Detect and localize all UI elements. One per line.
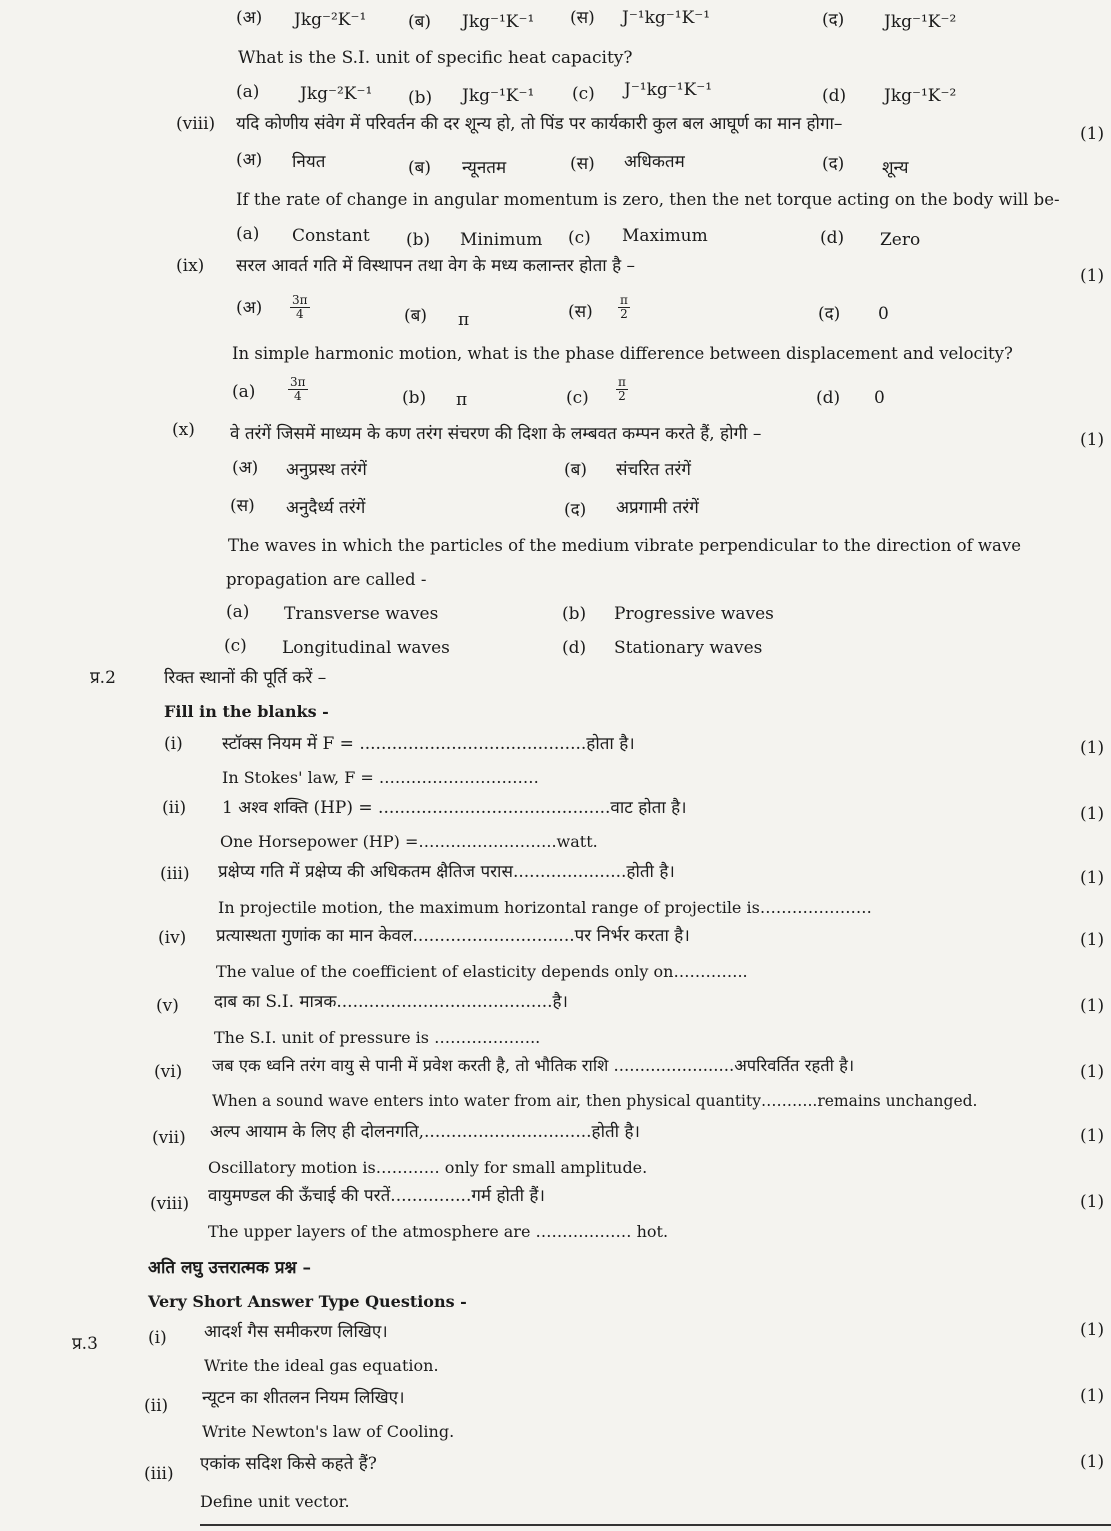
- item-number: (vi): [154, 1062, 183, 1082]
- option-text: Constant: [292, 226, 370, 246]
- option-unit: J⁻¹kg⁻¹K⁻¹: [624, 80, 713, 100]
- marks: (1): [1080, 430, 1105, 450]
- item-number: (i): [164, 734, 183, 754]
- option-text: अनुदैर्ध्य तरंगें: [286, 498, 366, 518]
- fraction-denominator: 2: [620, 307, 628, 322]
- option-text: न्यूनतम: [462, 158, 507, 178]
- item-text-en: One Horsepower (HP) =……………………..watt.: [220, 832, 598, 851]
- option-label: (द): [822, 10, 845, 30]
- item-number: (iii): [160, 864, 190, 884]
- item-text-en: The upper layers of the atmosphere are ……………… hot.: [208, 1222, 669, 1241]
- option-unit: Jkg⁻²K⁻¹: [300, 84, 373, 104]
- option-label: (ब): [408, 12, 431, 32]
- option-label: (d): [820, 228, 845, 248]
- option-label: (c): [572, 84, 595, 104]
- q3-section-en: Very Short Answer Type Questions -: [148, 1292, 467, 1311]
- option-text: π: [458, 310, 470, 330]
- option-text: Longitudinal waves: [282, 638, 450, 658]
- option-label: (स): [568, 302, 593, 322]
- option-label: (अ): [236, 8, 263, 28]
- option-label: (ब): [404, 306, 427, 326]
- marks: (1): [1080, 1192, 1105, 1212]
- option-unit: Jkg⁻¹K⁻¹: [462, 86, 535, 106]
- fraction: [616, 376, 628, 403]
- fraction-numerator: 3π: [290, 375, 306, 389]
- q2-heading-hi: रिक्त स्थानों की पूर्ति करें –: [164, 668, 327, 688]
- option-text: 0: [878, 304, 889, 324]
- item-text-hi: स्टॉक्स नियम में F = ..........................................होता है।: [222, 734, 635, 754]
- option-text: अप्रगामी तरंगें: [616, 498, 699, 518]
- question-number: (viii): [176, 114, 216, 134]
- option-unit: J⁻¹kg⁻¹K⁻¹: [622, 8, 711, 28]
- option-label: (b): [406, 230, 431, 250]
- item-text-en: In projectile motion, the maximum horizontal range of projectile is…………………: [218, 898, 872, 917]
- option-text: अनुप्रस्थ तरंगें: [286, 460, 367, 480]
- page-bottom-rule: [200, 1524, 1111, 1526]
- option-label: (c): [568, 228, 591, 248]
- item-number: (ii): [162, 798, 187, 818]
- option-label: (a): [226, 602, 250, 622]
- option-label: (द): [564, 500, 587, 520]
- item-number: (viii): [150, 1194, 190, 1214]
- marks: (1): [1080, 1062, 1105, 1082]
- option-label: (स): [570, 8, 595, 28]
- option-text: Minimum: [460, 230, 543, 250]
- fraction: [290, 294, 310, 321]
- option-label: (अ): [232, 458, 259, 478]
- option-label: (द): [822, 154, 845, 174]
- option-text: शून्य: [882, 158, 909, 178]
- item-text-hi: आदर्श गैस समीकरण लिखिए।: [204, 1322, 388, 1342]
- item-text-hi: न्यूटन का शीतलन नियम लिखिए।: [202, 1388, 405, 1408]
- fraction-denominator: 2: [618, 389, 626, 404]
- q1-ix-question-hi: सरल आवर्त गति में विस्थापन तथा वेग के मध्य कलान्तर होता है –: [236, 256, 636, 276]
- option-text: Stationary waves: [614, 638, 763, 658]
- fraction-numerator: 3π: [292, 293, 308, 307]
- option-label: (c): [224, 636, 247, 656]
- option-text: अधिकतम: [624, 152, 685, 172]
- option-label: (d): [816, 388, 841, 408]
- option-label: (द): [818, 304, 841, 324]
- option-label: (a): [236, 82, 260, 102]
- option-text: संचरित तरंगें: [616, 460, 691, 480]
- item-text-hi: 1 अश्व शक्ति (HP) = ...........................................वाट होता है।: [222, 798, 687, 818]
- item-number: (v): [156, 996, 179, 1016]
- item-number: (ii): [144, 1396, 169, 1416]
- item-text-en: Write Newton's law of Cooling.: [202, 1422, 455, 1441]
- item-text-en: The value of the coefficient of elasticity depends only on…………..: [216, 962, 748, 981]
- option-label: (b): [408, 88, 433, 108]
- item-text-en: Oscillatory motion is………… only for small amplitude.: [208, 1158, 648, 1177]
- item-text-en: In Stokes' law, F = …………………………: [222, 768, 539, 787]
- item-text-hi: प्रक्षेप्य गति में प्रक्षेप्य की अधिकतम क्षैतिज परास.....................होती है।: [218, 862, 675, 882]
- q1-x-question-en-line2: propagation are called -: [226, 570, 427, 589]
- option-unit: Jkg⁻²K⁻¹: [294, 10, 367, 30]
- fraction-numerator: π: [620, 293, 628, 307]
- option-text: 0: [874, 388, 885, 408]
- item-text-hi: वायुमण्डल की ऊँचाई की परतें...............गर्म होती हैं।: [208, 1186, 545, 1206]
- option-unit: Jkg⁻¹K⁻²: [884, 12, 957, 32]
- marks: (1): [1080, 1320, 1105, 1340]
- option-label: (स): [570, 154, 595, 174]
- option-label: (c): [566, 388, 589, 408]
- option-label: (b): [402, 388, 427, 408]
- fraction-denominator: 4: [293, 389, 302, 404]
- q1-vii-question-en: What is the S.I. unit of specific heat capacity?: [238, 48, 633, 68]
- marks: (1): [1080, 930, 1105, 950]
- option-text: Zero: [880, 230, 921, 250]
- question-number: (x): [172, 420, 195, 440]
- item-text-hi: एकांक सदिश किसे कहते हैं?: [200, 1454, 377, 1474]
- item-number: (iii): [144, 1464, 174, 1484]
- option-label: (ब): [564, 460, 587, 480]
- marks: (1): [1080, 868, 1105, 888]
- item-number: (iv): [158, 928, 187, 948]
- item-text-en: Define unit vector.: [200, 1492, 350, 1511]
- item-text-en: The S.I. unit of pressure is ………………..: [214, 1028, 541, 1047]
- marks: (1): [1080, 1452, 1105, 1472]
- option-label: (स): [230, 496, 255, 516]
- item-text-hi: दाब का S.I. मात्रक........................................है।: [214, 992, 569, 1012]
- marks: (1): [1080, 124, 1105, 144]
- option-label: (d): [822, 86, 847, 106]
- item-number: (i): [148, 1328, 167, 1348]
- option-label: (a): [236, 224, 260, 244]
- item-text-en: Write the ideal gas equation.: [204, 1356, 439, 1375]
- fraction: [288, 376, 308, 403]
- option-text: Progressive waves: [614, 604, 774, 624]
- fraction-numerator: π: [618, 375, 626, 389]
- item-text-hi: प्रत्यास्थता गुणांक का मान केवल..............................पर निर्भर करता है।: [216, 926, 690, 946]
- option-unit: Jkg⁻¹K⁻¹: [462, 12, 535, 32]
- question-number: (ix): [176, 256, 205, 276]
- q1-ix-question-en: In simple harmonic motion, what is the phase difference between displacement and velocity?: [232, 344, 1013, 363]
- item-text-en: When a sound wave enters into water from air, then physical quantity………..remains unchanged.: [212, 1092, 978, 1110]
- marks: (1): [1080, 1386, 1105, 1406]
- item-text-hi: जब एक ध्वनि तरंग वायु से पानी में प्रवेश करती है, तो भौतिक राशि .......................अपरिवर्तित रहती है।: [212, 1056, 855, 1075]
- question-number: प्र.3: [72, 1334, 98, 1354]
- question-number: प्र.2: [90, 668, 116, 688]
- q1-x-question-en-line1: The waves in which the particles of the medium vibrate perpendicular to the direction of wave: [228, 536, 1021, 555]
- option-label: (ब): [408, 158, 431, 178]
- marks: (1): [1080, 738, 1105, 758]
- marks: (1): [1080, 996, 1105, 1016]
- q2-heading-en: Fill in the blanks -: [164, 702, 329, 721]
- option-text: नियत: [292, 152, 326, 172]
- option-label: (अ): [236, 150, 263, 170]
- q1-viii-question-en: If the rate of change in angular momentum is zero, then the net torque acting on the body will be-: [236, 190, 1060, 209]
- marks: (1): [1080, 1126, 1105, 1146]
- option-unit: Jkg⁻¹K⁻²: [884, 86, 957, 106]
- fraction-denominator: 4: [295, 307, 304, 322]
- marks: (1): [1080, 804, 1105, 824]
- q1-x-question-hi: वे तरंगें जिसमें माध्यम के कण तरंग संचरण की दिशा के लम्बवत कम्पन करते हैं, होगी –: [230, 424, 762, 444]
- marks: (1): [1080, 266, 1105, 286]
- option-text: π: [456, 390, 468, 410]
- fraction: [618, 294, 630, 321]
- option-label: (b): [562, 604, 587, 624]
- option-label: (a): [232, 382, 256, 402]
- item-text-hi: अल्प आयाम के लिए ही दोलनगति,...............................होती है।: [210, 1122, 640, 1142]
- item-number: (vii): [152, 1128, 186, 1148]
- q3-section-hi: अति लघु उत्तरात्मक प्रश्न –: [148, 1258, 311, 1278]
- option-text: Transverse waves: [284, 604, 439, 624]
- q1-viii-question-hi: यदि कोणीय संवेग में परिवर्तन की दर शून्य हो, तो पिंड पर कार्यकारी कुल बल आघूर्ण का मान होगा–: [236, 114, 843, 134]
- option-label: (d): [562, 638, 587, 658]
- option-label: (अ): [236, 298, 263, 318]
- option-text: Maximum: [622, 226, 708, 246]
